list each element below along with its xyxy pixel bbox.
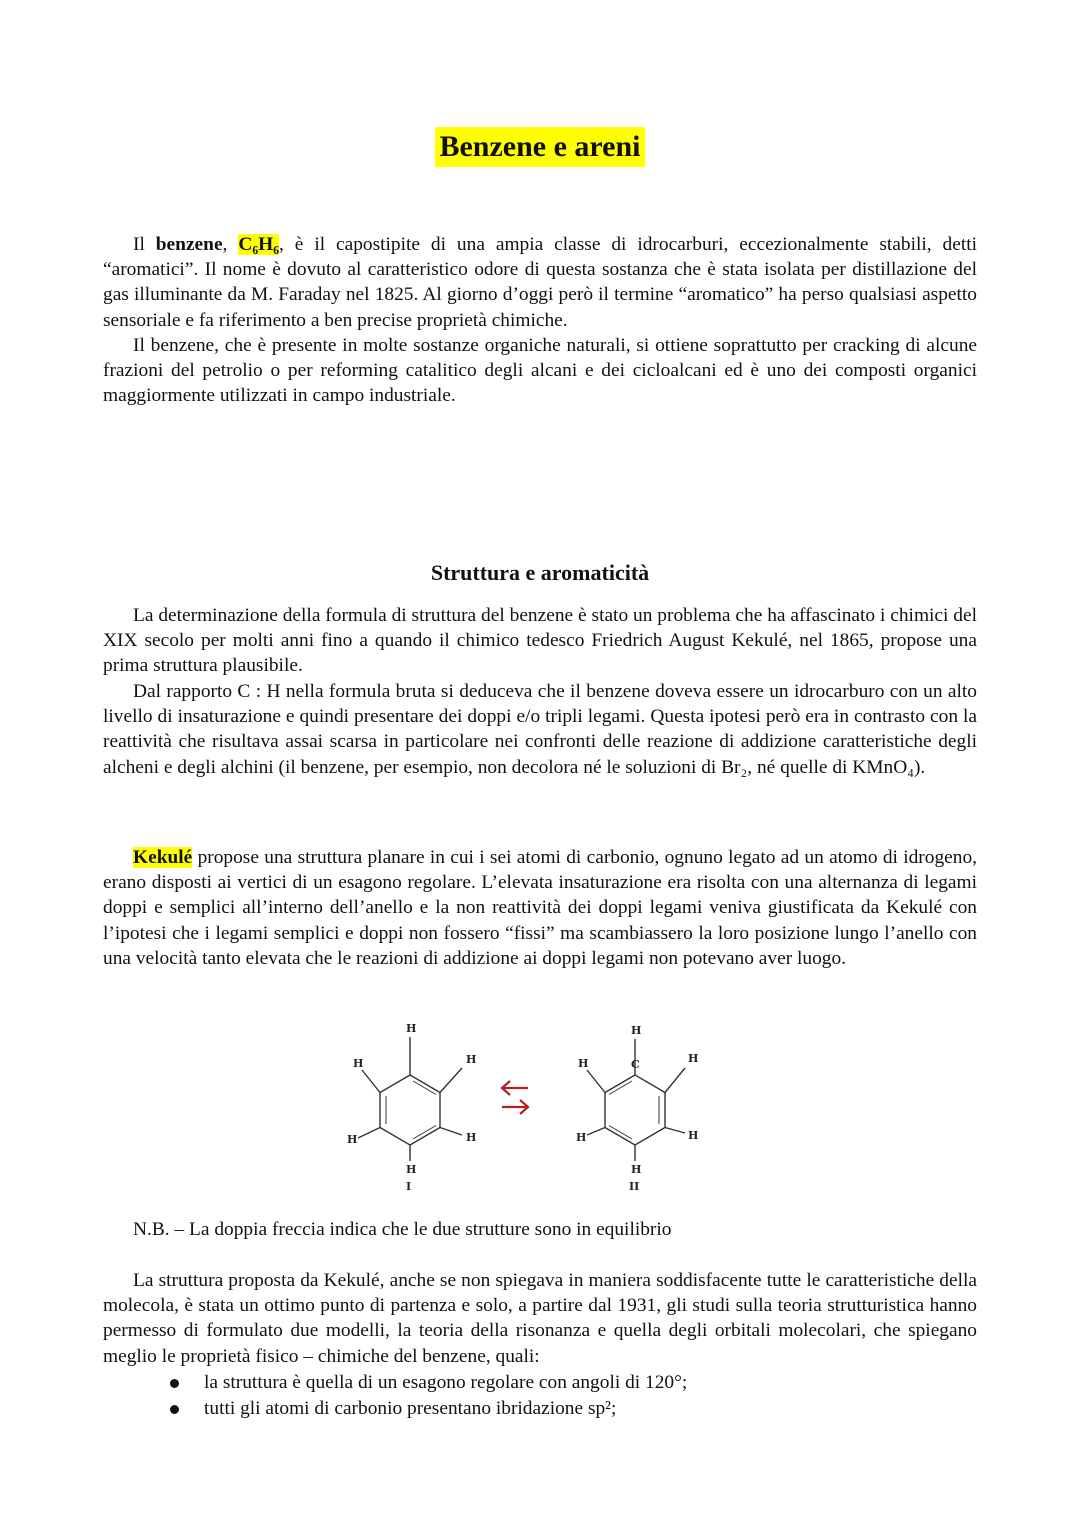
atom-h-upper-left-2: H [578,1057,589,1070]
bullet-icon [170,1379,179,1388]
section-title: Struttura e aromaticità [430,560,650,585]
atom-h-lower-right-2: H [688,1129,699,1142]
bullet-icon [170,1405,179,1414]
list-item-text: tutti gli atomi di carbonio presentano ibridazione sp²; [204,1398,617,1419]
benzene-formula: C₆H₆ [238,234,280,255]
intro-text-c: , è il capostipite di una ampia classe di idrocarburi, eccezionalmente stabili, detti “aromatici”. Il nome è dovuto al caratteristico odore di questa sostanza che è stata isolata per distillazione del gas illuminante da M. Faraday nel 1825. Al giorno d’oggi però il termine “aromatico” ha perso qualsiasi aspetto sensoriale e fa riferimento a ben precise proprietà chimiche. [103,234,977,331]
atom-h-top-2: H [631,1024,642,1037]
equilibrium-arrows [502,1081,528,1114]
document-title-text: Benzene e areni [435,127,644,167]
list-item-text: la struttura è quella di un esagono regolare con angoli di 120°; [204,1372,688,1393]
kekule-highlight: Kekulé [133,847,193,868]
atom-h-upper-right-2: H [688,1052,699,1065]
section-paragraph-4: La struttura proposta da Kekulé, anche se non spiegava in maniera soddisfacente tutte le caratteristiche della molecola, è stata un ottimo punto di partenza e solo, a partire dal 1931, gli studi sulla teoria strutturistica hanno permesso di formulato due modelli, la teoria della risonanza e quella degli orbitali molecolari, che spiegano meglio le proprietà fisico – chimiche del benzene, quali: [103,1270,977,1367]
kekule-structure-2-labels [576,1024,698,1193]
atom-h-upper-left: H [353,1057,364,1070]
kekule-structure-1-labels [347,1022,476,1193]
kekule-structures-diagram [330,1015,730,1200]
intro-paragraph-2: Il benzene, che è presente in molte sostanze organiche naturali, si ottiene soprattutto per cracking di alcune frazioni del petrolio o per reforming catalitico degli alcani e dei cicloalcani ed è uno dei composti organici maggiormente utilizzati in campo industriale. [103,335,977,407]
section-paragraph-2: Dal rapporto C : H nella formula bruta si deduceva che il benzene doveva essere un idrocarburo con un alto livello di insaturazione e quindi presentare dei doppi e/o tripli legami. Questa ipotesi però era in contrasto con la reattività che risultava assai scarsa in particolare nei confronti delle reazione di addizione caratteristiche degli alcheni e degli alchini (il benzene, per esempio, non decolora né le soluzioni di Br₂, né quelle di KMnO₄). [103,681,977,778]
structure-label-2: II [629,1180,640,1193]
document-title [0,127,1080,167]
atom-h-top: H [406,1022,417,1035]
atom-h-lower-right: H [466,1131,477,1144]
structure-label-1: I [406,1180,412,1193]
list-item [168,1396,687,1422]
atom-h-bottom: H [406,1163,417,1176]
kekule-structure-1 [358,1037,462,1161]
intro-paragraph-1 [103,232,977,333]
atom-h-lower-left-2: H [576,1131,587,1144]
equilibrium-note: N.B. – La doppia freccia indica che le due strutture sono in equilibrio [133,1219,672,1240]
atom-h-lower-left: H [347,1133,358,1146]
section-paragraph-3-text: propose una struttura planare in cui i sei atomi di carbonio, ognuno legato ad un atomo di idrogeno, erano disposti ai vertici di un esagono regolare. L’elevata insaturazione era risolta con una alternanza di legami doppi e semplici all’interno dell’anello e la non reattività dei doppi legami veniva giustificata da Kekulé con l’ipotesi che i legami semplici e doppi non fossero “fissi” ma scambiassero la loro posizione lungo l’anello con una velocità tanto elevata che le reazioni di addizione ai doppi legami non potevano aver luogo. [103,847,977,969]
properties-list [168,1370,687,1422]
list-item [168,1370,687,1396]
intro-bold-benzene: benzene [155,234,223,255]
atom-h-bottom-2: H [631,1163,642,1176]
atom-h-upper-right: H [466,1053,477,1066]
section-paragraph-1: La determinazione della formula di struttura del benzene è stato un problema che ha affascinato i chimici del XIX secolo per molti anni fino a quando il chimico tedesco Friedrich August Kekulé, nel 1865, propose una prima struttura plausibile. [103,605,977,677]
section-paragraph-3 [103,845,977,971]
atom-c-top-2: C [631,1058,640,1071]
intro-text-b: , [222,234,239,255]
intro-text-a: Il [133,234,156,255]
